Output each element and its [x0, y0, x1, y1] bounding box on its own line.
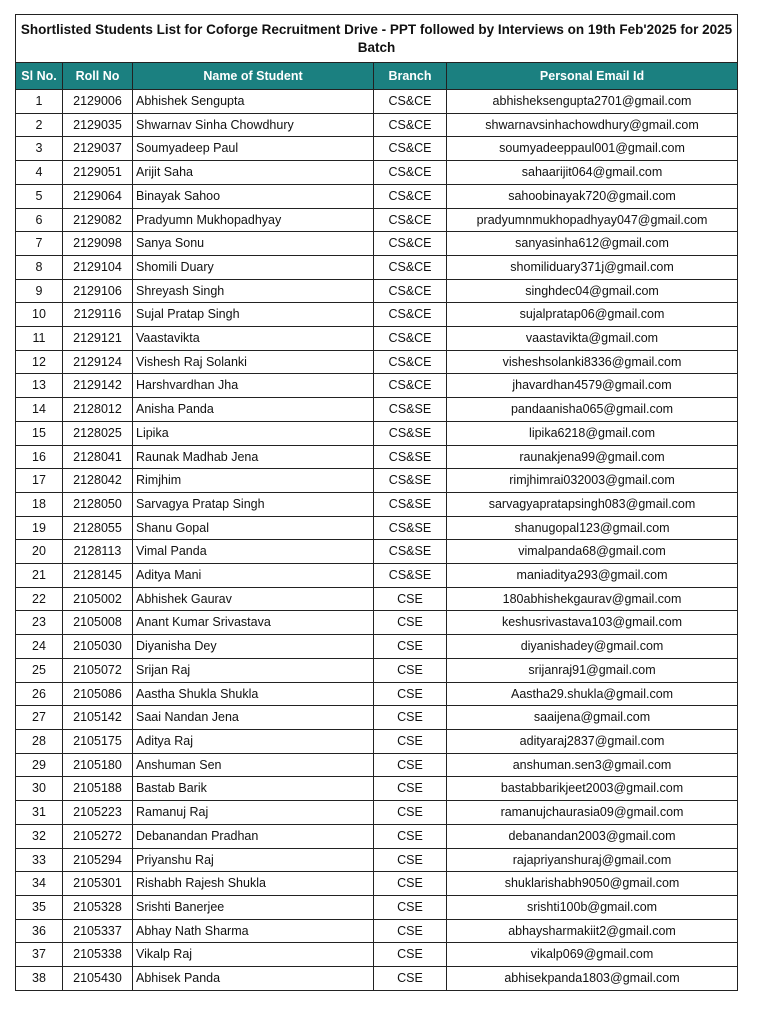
roll-no-cell: 2105175 [63, 729, 133, 753]
email-cell: vaastavikta@gmail.com [447, 327, 738, 351]
email-cell: maniaditya293@gmail.com [447, 564, 738, 588]
email-cell: shwarnavsinhachowdhury@gmail.com [447, 113, 738, 137]
branch-cell: CS&SE [374, 516, 447, 540]
student-name-cell: Shomili Duary [133, 255, 374, 279]
table-row [16, 374, 738, 398]
roll-no-cell: 2129116 [63, 303, 133, 327]
branch-cell: CSE [374, 611, 447, 635]
branch-cell: CS&CE [374, 303, 447, 327]
roll-no-cell: 2129035 [63, 113, 133, 137]
email-cell: bastabbarikjeet2003@gmail.com [447, 777, 738, 801]
title-row [16, 15, 738, 63]
sl-no-cell: 3 [16, 137, 63, 161]
roll-no-cell: 2128145 [63, 564, 133, 588]
sl-no-cell: 17 [16, 469, 63, 493]
branch-cell: CS&CE [374, 327, 447, 351]
document-title: Shortlisted Students List for Coforge Recruitment Drive - PPT followed by Interviews on 19th Feb'2025 for 2025 Batch [16, 15, 738, 63]
email-cell: debanandan2003@gmail.com [447, 824, 738, 848]
branch-cell: CS&CE [374, 161, 447, 185]
table-row [16, 208, 738, 232]
email-cell: abhisekpanda1803@gmail.com [447, 967, 738, 991]
student-name-cell: Anant Kumar Srivastava [133, 611, 374, 635]
roll-no-cell: 2105337 [63, 919, 133, 943]
branch-cell: CSE [374, 919, 447, 943]
roll-no-cell: 2128025 [63, 421, 133, 445]
roll-no-cell: 2105180 [63, 753, 133, 777]
roll-no-cell: 2129106 [63, 279, 133, 303]
sl-no-cell: 9 [16, 279, 63, 303]
student-name-cell: Abhishek Sengupta [133, 90, 374, 114]
sl-no-cell: 19 [16, 516, 63, 540]
roll-no-cell: 2129142 [63, 374, 133, 398]
roll-no-cell: 2129098 [63, 232, 133, 256]
roll-no-cell: 2129037 [63, 137, 133, 161]
student-name-cell: Harshvardhan Jha [133, 374, 374, 398]
sl-no-cell: 21 [16, 564, 63, 588]
email-cell: vimalpanda68@gmail.com [447, 540, 738, 564]
branch-cell: CS&CE [374, 255, 447, 279]
table-row [16, 801, 738, 825]
branch-cell: CS&SE [374, 421, 447, 445]
branch-cell: CSE [374, 801, 447, 825]
table-row [16, 943, 738, 967]
email-cell: abhaysharmakiit2@gmail.com [447, 919, 738, 943]
branch-cell: CS&CE [374, 208, 447, 232]
roll-no-cell: 2128050 [63, 492, 133, 516]
roll-no-cell: 2129064 [63, 184, 133, 208]
sl-no-cell: 2 [16, 113, 63, 137]
roll-no-cell: 2129051 [63, 161, 133, 185]
branch-cell: CS&CE [374, 184, 447, 208]
student-name-cell: Anisha Panda [133, 398, 374, 422]
student-name-cell: Arijit Saha [133, 161, 374, 185]
roll-no-cell: 2105086 [63, 682, 133, 706]
sl-no-cell: 22 [16, 587, 63, 611]
shortlist-table [15, 14, 738, 991]
student-name-cell: Rimjhim [133, 469, 374, 493]
shortlist-sheet [15, 14, 737, 991]
sl-no-cell: 33 [16, 848, 63, 872]
sl-no-cell: 7 [16, 232, 63, 256]
email-cell: sujalpratap06@gmail.com [447, 303, 738, 327]
branch-cell: CSE [374, 848, 447, 872]
table-row [16, 706, 738, 730]
table-row [16, 161, 738, 185]
column-header-email: Personal Email Id [447, 63, 738, 90]
roll-no-cell: 2128042 [63, 469, 133, 493]
student-name-cell: Binayak Sahoo [133, 184, 374, 208]
table-row [16, 184, 738, 208]
email-cell: shomiliduary371j@gmail.com [447, 255, 738, 279]
sl-no-cell: 38 [16, 967, 63, 991]
table-row [16, 635, 738, 659]
table-row [16, 327, 738, 351]
email-cell: lipika6218@gmail.com [447, 421, 738, 445]
email-cell: vikalp069@gmail.com [447, 943, 738, 967]
table-row [16, 967, 738, 991]
email-cell: pradyumnmukhopadhyay047@gmail.com [447, 208, 738, 232]
student-name-cell: Shwarnav Sinha Chowdhury [133, 113, 374, 137]
branch-cell: CSE [374, 729, 447, 753]
roll-no-cell: 2105002 [63, 587, 133, 611]
email-cell: saaijena@gmail.com [447, 706, 738, 730]
branch-cell: CS&CE [374, 350, 447, 374]
roll-no-cell: 2105223 [63, 801, 133, 825]
branch-cell: CSE [374, 824, 447, 848]
branch-cell: CSE [374, 635, 447, 659]
table-row [16, 469, 738, 493]
table-row [16, 824, 738, 848]
sl-no-cell: 12 [16, 350, 63, 374]
branch-cell: CS&CE [374, 90, 447, 114]
roll-no-cell: 2129082 [63, 208, 133, 232]
sl-no-cell: 26 [16, 682, 63, 706]
student-name-cell: Abhay Nath Sharma [133, 919, 374, 943]
email-cell: soumyadeeppaul001@gmail.com [447, 137, 738, 161]
email-cell: anshuman.sen3@gmail.com [447, 753, 738, 777]
roll-no-cell: 2105338 [63, 943, 133, 967]
roll-no-cell: 2129121 [63, 327, 133, 351]
branch-cell: CSE [374, 943, 447, 967]
branch-cell: CS&SE [374, 492, 447, 516]
table-body [16, 90, 738, 991]
student-name-cell: Abhisek Panda [133, 967, 374, 991]
table-row [16, 492, 738, 516]
table-row [16, 611, 738, 635]
table-row [16, 516, 738, 540]
sl-no-cell: 36 [16, 919, 63, 943]
sl-no-cell: 32 [16, 824, 63, 848]
table-row [16, 682, 738, 706]
sl-no-cell: 11 [16, 327, 63, 351]
email-cell: singhdec04@gmail.com [447, 279, 738, 303]
sl-no-cell: 14 [16, 398, 63, 422]
branch-cell: CS&SE [374, 469, 447, 493]
roll-no-cell: 2128012 [63, 398, 133, 422]
email-cell: abhisheksengupta2701@gmail.com [447, 90, 738, 114]
table-row [16, 848, 738, 872]
branch-cell: CS&CE [374, 232, 447, 256]
roll-no-cell: 2105328 [63, 895, 133, 919]
branch-cell: CSE [374, 706, 447, 730]
column-header-sl-no: Sl No. [16, 63, 63, 90]
roll-no-cell: 2105008 [63, 611, 133, 635]
branch-cell: CSE [374, 753, 447, 777]
sl-no-cell: 18 [16, 492, 63, 516]
student-name-cell: Raunak Madhab Jena [133, 445, 374, 469]
roll-no-cell: 2129104 [63, 255, 133, 279]
sl-no-cell: 31 [16, 801, 63, 825]
column-header-name: Name of Student [133, 63, 374, 90]
email-cell: srijanraj91@gmail.com [447, 658, 738, 682]
table-row [16, 658, 738, 682]
student-name-cell: Bastab Barik [133, 777, 374, 801]
branch-cell: CS&CE [374, 374, 447, 398]
email-cell: ramanujchaurasia09@gmail.com [447, 801, 738, 825]
table-row [16, 564, 738, 588]
sl-no-cell: 28 [16, 729, 63, 753]
student-name-cell: Srijan Raj [133, 658, 374, 682]
student-name-cell: Vikalp Raj [133, 943, 374, 967]
branch-cell: CS&SE [374, 540, 447, 564]
table-row [16, 90, 738, 114]
student-name-cell: Shreyash Singh [133, 279, 374, 303]
table-row [16, 445, 738, 469]
column-header-row [16, 63, 738, 90]
email-cell: adityaraj2837@gmail.com [447, 729, 738, 753]
roll-no-cell: 2128055 [63, 516, 133, 540]
email-cell: 180abhishekgaurav@gmail.com [447, 587, 738, 611]
email-cell: srishti100b@gmail.com [447, 895, 738, 919]
student-name-cell: Vimal Panda [133, 540, 374, 564]
table-row [16, 872, 738, 896]
roll-no-cell: 2105272 [63, 824, 133, 848]
email-cell: shanugopal123@gmail.com [447, 516, 738, 540]
student-name-cell: Rishabh Rajesh Shukla [133, 872, 374, 896]
branch-cell: CSE [374, 777, 447, 801]
student-name-cell: Srishti Banerjee [133, 895, 374, 919]
table-row [16, 895, 738, 919]
sl-no-cell: 4 [16, 161, 63, 185]
sl-no-cell: 15 [16, 421, 63, 445]
student-name-cell: Priyanshu Raj [133, 848, 374, 872]
student-name-cell: Diyanisha Dey [133, 635, 374, 659]
table-row [16, 232, 738, 256]
branch-cell: CS&SE [374, 564, 447, 588]
student-name-cell: Aditya Mani [133, 564, 374, 588]
roll-no-cell: 2105142 [63, 706, 133, 730]
roll-no-cell: 2129006 [63, 90, 133, 114]
sl-no-cell: 10 [16, 303, 63, 327]
student-name-cell: Debanandan Pradhan [133, 824, 374, 848]
branch-cell: CS&CE [374, 113, 447, 137]
student-name-cell: Sanya Sonu [133, 232, 374, 256]
sl-no-cell: 34 [16, 872, 63, 896]
student-name-cell: Aastha Shukla Shukla [133, 682, 374, 706]
email-cell: sahoobinayak720@gmail.com [447, 184, 738, 208]
branch-cell: CSE [374, 872, 447, 896]
sl-no-cell: 6 [16, 208, 63, 232]
table-row [16, 113, 738, 137]
sl-no-cell: 13 [16, 374, 63, 398]
table-row [16, 137, 738, 161]
sl-no-cell: 16 [16, 445, 63, 469]
email-cell: rajapriyanshuraj@gmail.com [447, 848, 738, 872]
student-name-cell: Sujal Pratap Singh [133, 303, 374, 327]
branch-cell: CSE [374, 895, 447, 919]
roll-no-cell: 2128113 [63, 540, 133, 564]
sl-no-cell: 5 [16, 184, 63, 208]
table-row [16, 350, 738, 374]
roll-no-cell: 2105072 [63, 658, 133, 682]
branch-cell: CSE [374, 658, 447, 682]
table-row [16, 777, 738, 801]
email-cell: jhavardhan4579@gmail.com [447, 374, 738, 398]
sl-no-cell: 1 [16, 90, 63, 114]
student-name-cell: Ramanuj Raj [133, 801, 374, 825]
table-row [16, 421, 738, 445]
table-row [16, 398, 738, 422]
branch-cell: CS&SE [374, 445, 447, 469]
roll-no-cell: 2105301 [63, 872, 133, 896]
sl-no-cell: 25 [16, 658, 63, 682]
student-name-cell: Sarvagya Pratap Singh [133, 492, 374, 516]
student-name-cell: Abhishek Gaurav [133, 587, 374, 611]
branch-cell: CSE [374, 967, 447, 991]
email-cell: Aastha29.shukla@gmail.com [447, 682, 738, 706]
email-cell: pandaanisha065@gmail.com [447, 398, 738, 422]
roll-no-cell: 2105294 [63, 848, 133, 872]
table-row [16, 279, 738, 303]
email-cell: shuklarishabh9050@gmail.com [447, 872, 738, 896]
email-cell: sarvagyapratapsingh083@gmail.com [447, 492, 738, 516]
table-row [16, 919, 738, 943]
roll-no-cell: 2128041 [63, 445, 133, 469]
sl-no-cell: 30 [16, 777, 63, 801]
student-name-cell: Anshuman Sen [133, 753, 374, 777]
sl-no-cell: 37 [16, 943, 63, 967]
sl-no-cell: 8 [16, 255, 63, 279]
table-row [16, 753, 738, 777]
email-cell: sanyasinha612@gmail.com [447, 232, 738, 256]
table-row [16, 255, 738, 279]
branch-cell: CS&SE [374, 398, 447, 422]
branch-cell: CSE [374, 682, 447, 706]
table-row [16, 540, 738, 564]
sl-no-cell: 27 [16, 706, 63, 730]
student-name-cell: Vishesh Raj Solanki [133, 350, 374, 374]
email-cell: sahaarijit064@gmail.com [447, 161, 738, 185]
student-name-cell: Lipika [133, 421, 374, 445]
student-name-cell: Soumyadeep Paul [133, 137, 374, 161]
roll-no-cell: 2105430 [63, 967, 133, 991]
branch-cell: CS&CE [374, 137, 447, 161]
branch-cell: CS&CE [374, 279, 447, 303]
email-cell: rimjhimrai032003@gmail.com [447, 469, 738, 493]
student-name-cell: Saai Nandan Jena [133, 706, 374, 730]
column-header-branch: Branch [374, 63, 447, 90]
email-cell: visheshsolanki8336@gmail.com [447, 350, 738, 374]
roll-no-cell: 2105188 [63, 777, 133, 801]
email-cell: diyanishadey@gmail.com [447, 635, 738, 659]
email-cell: keshusrivastava103@gmail.com [447, 611, 738, 635]
sl-no-cell: 23 [16, 611, 63, 635]
student-name-cell: Vaastavikta [133, 327, 374, 351]
sl-no-cell: 29 [16, 753, 63, 777]
roll-no-cell: 2129124 [63, 350, 133, 374]
sl-no-cell: 35 [16, 895, 63, 919]
roll-no-cell: 2105030 [63, 635, 133, 659]
table-row [16, 587, 738, 611]
email-cell: raunakjena99@gmail.com [447, 445, 738, 469]
sl-no-cell: 20 [16, 540, 63, 564]
branch-cell: CSE [374, 587, 447, 611]
student-name-cell: Shanu Gopal [133, 516, 374, 540]
table-row [16, 303, 738, 327]
table-row [16, 729, 738, 753]
column-header-roll-no: Roll No [63, 63, 133, 90]
student-name-cell: Pradyumn Mukhopadhyay [133, 208, 374, 232]
sl-no-cell: 24 [16, 635, 63, 659]
student-name-cell: Aditya Raj [133, 729, 374, 753]
